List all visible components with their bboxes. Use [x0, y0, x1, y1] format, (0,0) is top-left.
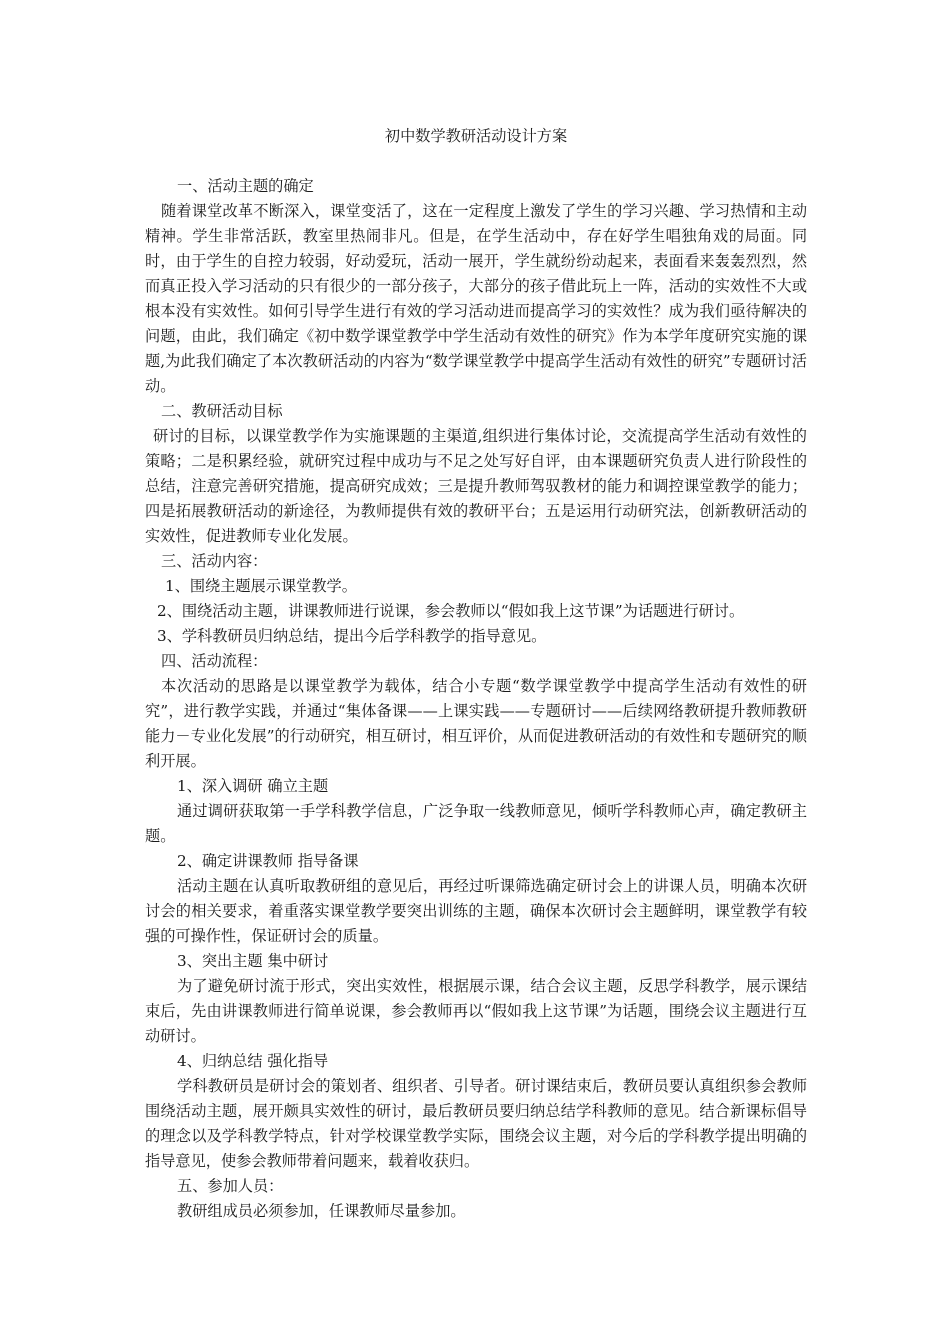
paragraph: 随着课堂改革不断深入，课堂变活了，这在一定程度上激发了学生的学习兴趣、学习热情和主动精神。学生非常活跃，教室里热闹非凡。但是，在学生活动中，存在好学生唱独角戏的局面。同时，由于学生的自控力较弱，好动爱玩，活动一展开，学生就纷纷动起来，表面看来轰轰烈烈，然而真正投入学习活动的只有很少的一部分孩子，大部分的孩子借此玩上一阵，活动的实效性不大或根本没有实效性。如何引导学生进行有效的学习活动进而提高学习的实效性？成为我们亟待解决的问题，由此，我们确定《初中数学课堂教学中学生活动有效性的研究》作为本学年度研究实施的课题,为此我们确定了本次教研活动的内容为“数学课堂教学中提高学生活动有效性的研究”专题研讨活动。 — [145, 202, 807, 395]
paragraph: 学科教研员是研讨会的策划者、组织者、引导者。研讨课结束后，教研员要认真组织参会教师围绕活动主题，展开颇具实效性的研讨，最后教研员要归纳总结学科教师的意见。结合新课标倡导的理念以及学科教学特点，针对学校课堂教学实际，围绕会议主题，对今后的学科教学提出明确的指导意见，使参会教师带着问题来，载着收获归。 — [145, 1077, 807, 1170]
section-heading-4: 四、活动流程： — [161, 652, 268, 670]
section-heading-5: 五、参加人员： — [177, 1177, 284, 1195]
subsection-heading: 1、深入调研 确立主题 — [177, 777, 329, 795]
paragraph: 活动主题在认真听取教研组的意见后，再经过听课筛选确定研讨会上的讲课人员，明确本次研讨会的相关要求，着重落实课堂教学要突出训练的主题，确保本次研讨会主题鲜明，课堂教学有较强的可操作性，保证研讨会的质量。 — [145, 877, 807, 945]
list-item: 2、围绕活动主题，讲课教师进行说课，参会教师以“假如我上这节课”为话题进行研讨。 — [157, 602, 745, 620]
paragraph: 为了避免研讨流于形式，突出实效性，根据展示课，结合会议主题，反思学科教学，展示课结束后，先由讲课教师进行简单说课，参会教师再以“假如我上这节课”为话题，围绕会议主题进行互动研讨。 — [145, 977, 807, 1045]
subsection-heading: 2、确定讲课教师 指导备课 — [177, 852, 359, 870]
subsection-heading: 3、突出主题 集中研讨 — [177, 952, 329, 970]
paragraph: 通过调研获取第一手学科教学信息，广泛争取一线教师意见，倾听学科教师心声，确定教研主题。 — [145, 802, 807, 845]
document-page — [145, 124, 807, 1224]
subsection-heading: 4、归纳总结 强化指导 — [177, 1052, 329, 1070]
paragraph: 本次活动的思路是以课堂教学为载体，结合小专题“数学课堂教学中提高学生活动有效性的研究”，进行教学实践，并通过“集体备课——上课实践——专题研讨——后续网络教研提升教师教研能力－专业化发展”的行动研究，相互研讨，相互评价，从而促进教研活动的有效性和专题研究的顺利开展。 — [145, 677, 807, 770]
section-heading-3: 三、活动内容： — [161, 552, 268, 570]
paragraph: 研讨的目标，以课堂教学作为实施课题的主渠道,组织进行集体讨论，交流提高学生活动有效性的策略；二是积累经验，就研究过程中成功与不足之处写好自评，由本课题研究负责人进行阶段性的总结，注意完善研究措施，提高研究成效；三是提升教师驾驭教材的能力和调控课堂教学的能力；四是拓展教研活动的新途径，为教师提供有效的教研平台；五是运用行动研究法，创新教研活动的实效性，促进教师专业化发展。 — [145, 427, 807, 545]
paragraph: 教研组成员必须参加，任课教师尽量参加。 — [177, 1202, 466, 1220]
list-item: 3、学科教研员归纳总结，提出今后学科教学的指导意见。 — [157, 627, 547, 645]
list-item: 1、围绕主题展示课堂教学。 — [165, 577, 357, 595]
section-heading-2: 二、教研活动目标 — [161, 402, 283, 420]
section-heading-1: 一、活动主题的确定 — [177, 177, 314, 195]
document-title: 初中数学教研活动设计方案 — [384, 127, 568, 145]
